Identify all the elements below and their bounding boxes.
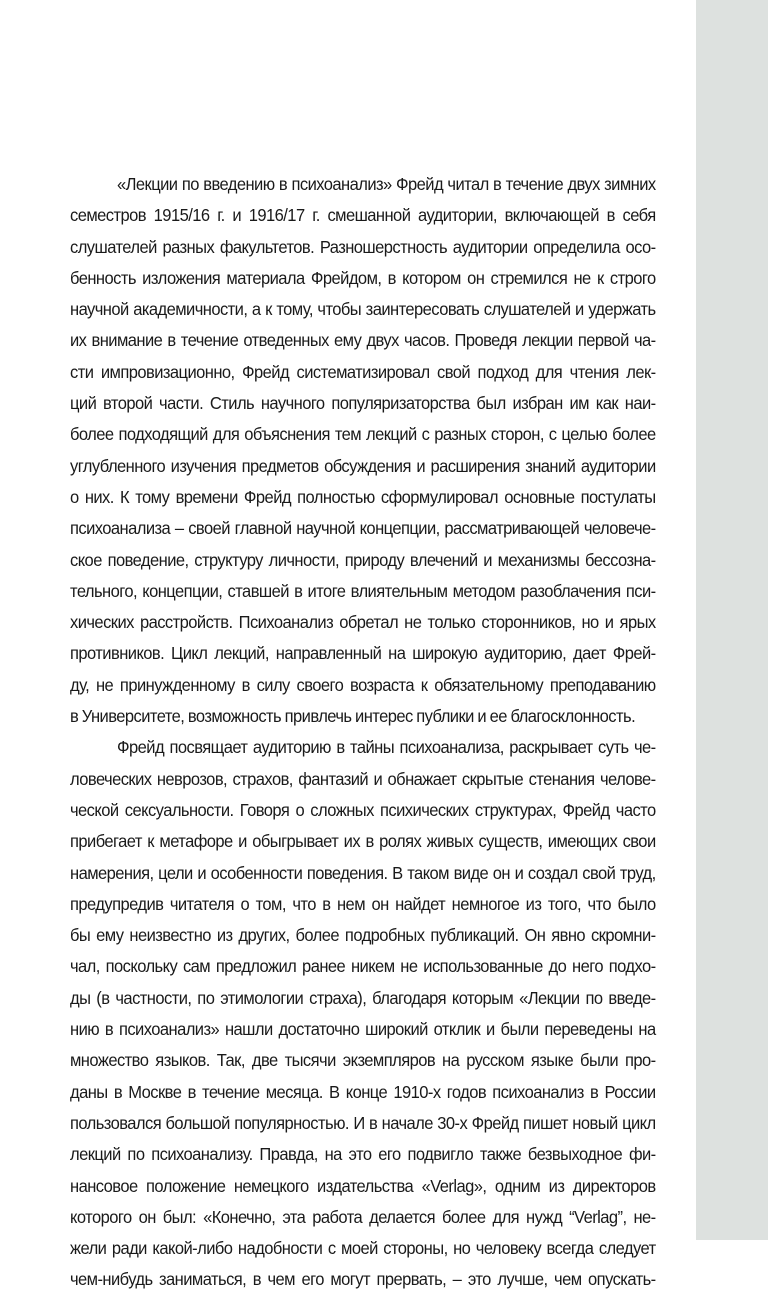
text-line: нансовое положение немецкого издательства «Verlag», одним из директоров: [70, 1175, 656, 1196]
text-line: намерения, цели и особенности поведения. В таком виде он и создал свой труд,: [70, 862, 656, 883]
text-line: слушателей разных факультетов. Разношерстность аудитории определила осо-: [70, 236, 656, 257]
text-line: ды (в частности, по этимологии страха), благодаря которым «Лекции по введе-: [70, 987, 656, 1008]
text-line: чем-нибудь заниматься, в чем его могут прервать, – это лучше, чем опускать-: [70, 1269, 656, 1290]
text-line: бенность изложения материала Фрейдом, в котором он стремился не к строго: [70, 267, 656, 288]
text-line: хических расстройств. Психоанализ обретал не только сторонников, но и ярых: [70, 612, 656, 633]
text-line: сти импровизационно, Фрейд систематизировал свой подход для чтения лек-: [70, 361, 656, 382]
text-line: ловеческих неврозов, страхов, фантазий и обнажает скрытые стенания челове-: [70, 768, 656, 789]
body-text: [70, 169, 656, 1296]
paragraph-1: [70, 169, 656, 732]
text-line: пользовался большой популярностью. И в начале 30-х Фрейд пишет новый цикл: [70, 1112, 656, 1133]
text-line: их внимание в течение отведенных ему двух часов. Проведя лекции первой ча-: [70, 330, 656, 351]
text-line: даны в Москве в течение месяца. В конце 1910-х годов психоанализ в России: [70, 1081, 656, 1102]
text-line: бы ему неизвестно из других, более подробных публикаций. Он явно скромни-: [70, 925, 656, 946]
text-line: ческой сексуальности. Говоря о сложных психических структурах, Фрейд часто: [70, 799, 656, 820]
text-line: предупредив читателя о том, что в нем он найдет немногое из того, что было: [70, 893, 656, 914]
text-line: которого он был: «Конечно, эта работа делается более для нужд “Verlag”, не-: [70, 1206, 656, 1227]
text-line: в Университете, возможность привлечь интерес публики и ее благосклонность.: [70, 706, 636, 727]
text-line: углубленного изучения предметов обсуждения и расширения знаний аудитории: [70, 455, 656, 476]
text-line: нию в психоанализ» нашли достаточно широкий отклик и были переведены на: [70, 1019, 656, 1040]
text-line: ское поведение, структуру личности, природу влечений и механизмы бессозна-: [70, 549, 656, 570]
text-line: Фрейд посвящает аудиторию в тайны психоанализа, раскрывает суть че-: [117, 737, 656, 758]
text-line: «Лекции по введению в психоанализ» Фрейд читал в течение двух зимних: [117, 174, 656, 194]
text-line: более подходящий для объяснения тем лекций с разных сторон, с целью более: [70, 424, 656, 445]
text-line: тельного, концепции, ставшей в итоге влиятельным методом разоблачения пси-: [70, 580, 656, 601]
text-line: прибегает к метафоре и обыгрывает их в ролях живых существ, имеющих свои: [70, 831, 656, 852]
text-line: жели ради какой-либо надобности с моей стороны, но человеку всегда следует: [70, 1238, 656, 1259]
text-line: научной академичности, а к тому, чтобы заинтересовать слушателей и удержать: [70, 299, 656, 320]
text-line: ций второй части. Стиль научного популяризаторства был избран им как наи-: [70, 393, 656, 414]
text-line: семестров 1915/16 г. и 1916/17 г. смешанной аудитории, включающей в себя: [70, 205, 656, 226]
text-line: психоанализа – своей главной научной концепции, рассматривающей человече-: [70, 518, 656, 539]
text-line: чал, поскольку сам предложил ранее никем не использованные до него подхо-: [70, 956, 656, 977]
text-line: о них. К тому времени Фрейд полностью сформулировал основные постулаты: [70, 486, 656, 507]
page-edge-band: [696, 0, 768, 1240]
text-line: ду, не принужденному в силу своего возраста к обязательному преподаванию: [70, 674, 656, 695]
paragraph-2: [70, 732, 656, 1295]
text-line: лекций по психоанализу. Правда, на это его подвигло также безвыходное фи-: [70, 1144, 656, 1165]
text-line: противников. Цикл лекций, направленный на широкую аудиторию, дает Фрей-: [70, 643, 656, 664]
text-line: множество языков. Так, две тысячи экземпляров на русском языке были про-: [70, 1050, 656, 1071]
